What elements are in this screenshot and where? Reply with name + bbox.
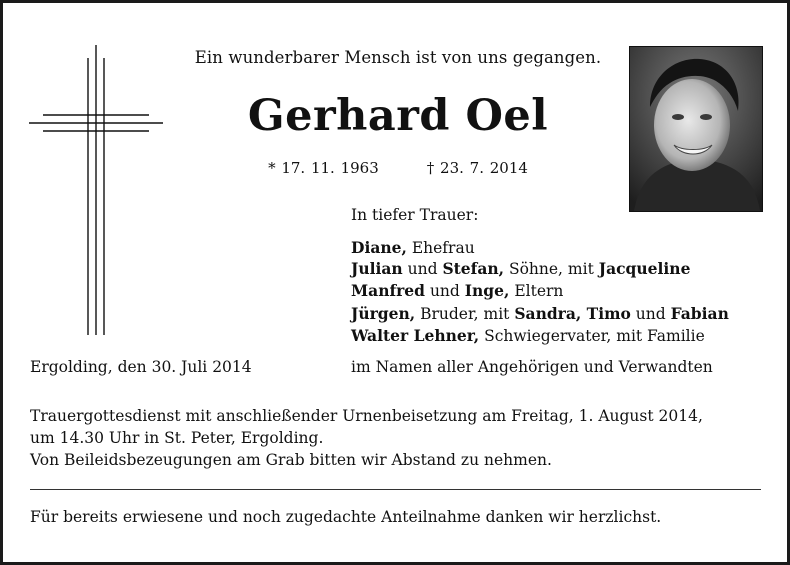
mourner-relation: Bruder, mit bbox=[415, 305, 515, 323]
mourner-relation: im Namen aller Angehörigen und Verwandten bbox=[351, 358, 713, 376]
mourner-line bbox=[351, 237, 475, 259]
mourner-name: Jürgen, bbox=[351, 304, 416, 323]
portrait-figure bbox=[630, 47, 762, 211]
portrait-photo bbox=[629, 46, 763, 212]
thanks-text: Für bereits erwiesene und noch zugedachte Anteilnahme danken wir herzlichst. bbox=[30, 508, 662, 526]
service-line: Von Beileidsbezeugungen am Grab bitten wir Abstand zu nehmen. bbox=[30, 451, 552, 469]
life-dates bbox=[173, 159, 623, 177]
place-date: Ergolding, den 30. Juli 2014 bbox=[30, 358, 252, 376]
mourner-name: Julian bbox=[351, 259, 403, 278]
mourner-line bbox=[351, 357, 713, 378]
mourner-name: Stefan, bbox=[442, 259, 505, 278]
service-line: um 14.30 Uhr in St. Peter, Ergolding. bbox=[30, 429, 324, 447]
mourner-name: Diane, bbox=[351, 238, 407, 257]
mourner-line bbox=[351, 303, 729, 325]
service-info bbox=[30, 405, 770, 471]
divider bbox=[30, 489, 761, 490]
mourner-relation: und bbox=[425, 282, 465, 300]
mourner-name: Inge, bbox=[464, 281, 510, 300]
mourner-relation: und bbox=[630, 305, 671, 323]
mourner-relation: Ehefrau bbox=[406, 239, 475, 257]
mourning-label: In tiefer Trauer: bbox=[351, 206, 479, 224]
mourner-name: Manfred bbox=[351, 281, 426, 300]
intro-text: Ein wunderbarer Mensch ist von uns gegangen. bbox=[194, 48, 602, 67]
mourner-relation: Eltern bbox=[509, 282, 564, 300]
mourner-relation: Söhne, mit bbox=[504, 260, 599, 278]
mourner-name: Walter Lehner, bbox=[351, 326, 480, 345]
cross-icon bbox=[3, 3, 183, 343]
mourner-name: Jacqueline bbox=[598, 259, 691, 278]
mourner-relation: Schwiegervater, mit Familie bbox=[479, 327, 705, 345]
deceased-name: Gerhard Oel bbox=[247, 91, 549, 141]
mourner-name: Sandra, Timo bbox=[514, 304, 631, 323]
service-line: Trauergottesdienst mit anschließender Urnenbeisetzung am Freitag, 1. August 2014, bbox=[30, 407, 703, 425]
mourner-line bbox=[351, 325, 705, 347]
mourner-line bbox=[351, 280, 563, 302]
death-date: † 23. 7. 2014 bbox=[426, 159, 528, 177]
mourner-relation: und bbox=[402, 260, 443, 278]
birth-date: * 17. 11. 1963 bbox=[268, 159, 379, 177]
mourner-name: Fabian bbox=[670, 304, 729, 323]
mourner-line bbox=[351, 258, 690, 280]
